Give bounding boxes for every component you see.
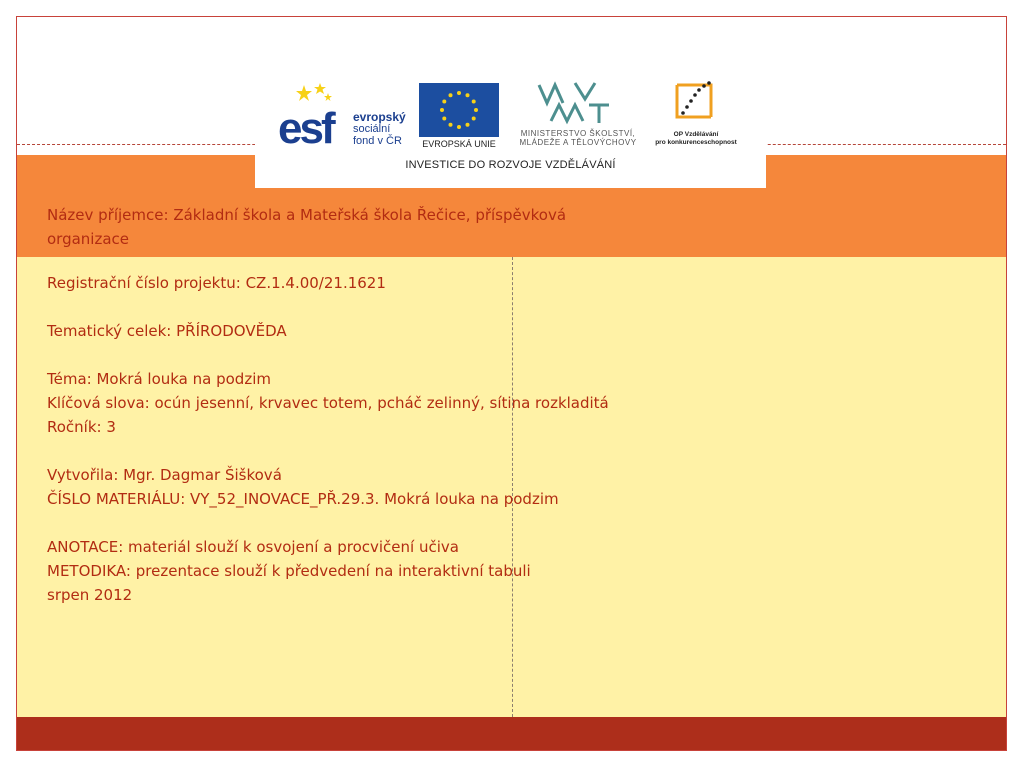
annotation: ANOTACE: materiál slouží k osvojení a procvičení učiva <box>47 538 459 556</box>
esf-line-2: sociální <box>353 123 391 135</box>
topic: Téma: Mokrá louka na podzim <box>47 370 271 388</box>
logo-banner <box>255 75 766 188</box>
registration-number: Registrační číslo projektu: CZ.1.4.00/21.1621 <box>47 274 386 292</box>
recipient-line-1: Název příjemce: Základní škola a Mateřská škola Řečice, příspěvková <box>47 206 567 224</box>
red-footer-band <box>17 717 1006 751</box>
op-line-1: OP Vzdělávání <box>673 131 719 138</box>
eu-label: EVROPSKÁ UNIE <box>422 139 496 149</box>
esf-line-3: fond v ČR <box>353 135 402 147</box>
msmt-line-1: MINISTERSTVO ŠKOLSTVÍ, <box>520 129 636 138</box>
slide <box>16 16 1007 751</box>
keywords: Klíčová slova: ocún jesenní, krvavec totem, pcháč zelinný, sítina rozkladitá <box>47 394 609 412</box>
op-logo-icon <box>665 79 725 125</box>
esf-letters: esf <box>278 104 333 153</box>
grade: Ročník: 3 <box>47 418 116 436</box>
eu-flag-icon <box>419 83 499 137</box>
slide-content <box>47 203 777 607</box>
op-label <box>641 131 751 147</box>
thematic-unit: Tematický celek: PŘÍRODOVĚDA <box>47 322 287 340</box>
esf-text <box>353 111 406 147</box>
author: Vytvořila: Mgr. Dagmar Šišková <box>47 466 282 484</box>
msmt-label <box>503 129 653 147</box>
material-number: ČÍSLO MATERIÁLU: VY_52_INOVACE_PŘ.29.3. Mokrá louka na podzim <box>47 490 559 508</box>
op-line-2: pro konkurenceschopnost <box>655 139 737 146</box>
investice-tagline: INVESTICE DO ROZVOJE VZDĚLÁVÁNÍ <box>405 159 616 171</box>
date: srpen 2012 <box>47 586 133 604</box>
eu-stars-icon <box>419 83 499 137</box>
msmt-line-2: MLÁDEŽE A TĚLOVÝCHOVY <box>519 138 637 147</box>
esf-logo <box>278 83 406 153</box>
msmt-logo-icon <box>525 79 625 127</box>
methodology: METODIKA: prezentace slouží k předvedení na interaktivní tabuli <box>47 562 531 580</box>
esf-line-1: evropský <box>353 110 406 124</box>
recipient-line-2: organizace <box>47 230 130 248</box>
